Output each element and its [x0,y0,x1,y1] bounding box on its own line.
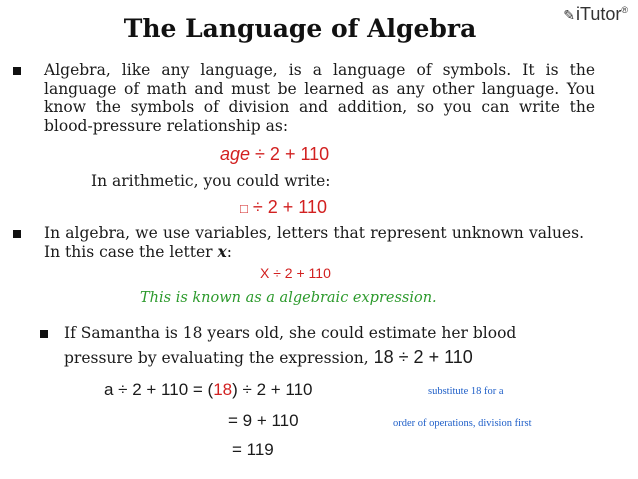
paragraph-variables [44,224,584,261]
expression-age [220,144,329,165]
placeholder-box: □ [240,201,248,216]
expression-box [240,197,327,218]
algebraic-expression-note: This is known as a algebraic expression. [140,290,437,306]
samantha-line1: If Samantha is 18 years old, she could estimate her blood [64,324,517,342]
registered-mark: ® [621,5,628,15]
slide-title: The Language of Algebra [123,14,477,43]
samantha-line2 [64,347,473,368]
expression-18: 18 ÷ 2 + 110 [373,347,473,367]
graduation-cap-icon: ✎ [563,7,576,23]
step-division: = 9 + 110 [228,411,299,430]
expression-box-rest: ÷ 2 + 110 [247,197,327,217]
paragraph-algebra-language: Algebra, like any language, is a language of symbols. It is the language of math and must be learned as any other language. You know the symbols of division and addition, so you can write the blood-pressure relationship as: [44,61,595,135]
itutor-logo [563,4,628,25]
step1-value: 18 [213,380,233,399]
note-order-of-operations: order of operations, division first [393,418,532,429]
note-substitute: substitute 18 for a [428,386,504,397]
letter-x: x [217,241,227,261]
samantha-line2-text: pressure by evaluating the expression, [64,349,374,367]
step1-close: ) ÷ 2 + 110 [232,380,313,399]
step-substitute [104,380,313,400]
bullet-icon [13,67,21,75]
expression-x: X ÷ 2 + 110 [260,265,331,281]
variable-age: age [220,144,251,164]
arithmetic-label: In arithmetic, you could write: [91,172,331,190]
step-result: = 119 [232,440,274,459]
bullet-icon [40,330,48,338]
step-lhs: a ÷ 2 + 110 = [104,380,203,399]
logo-text: iTutor [576,4,622,24]
expression-age-rest: ÷ 2 + 110 [250,144,330,164]
step1-open: ( [202,380,214,399]
variables-colon: : [226,242,232,261]
bullet-icon [13,230,21,238]
variables-text: In algebra, we use variables, letters that represent unknown values. In this case the letter [44,224,584,261]
